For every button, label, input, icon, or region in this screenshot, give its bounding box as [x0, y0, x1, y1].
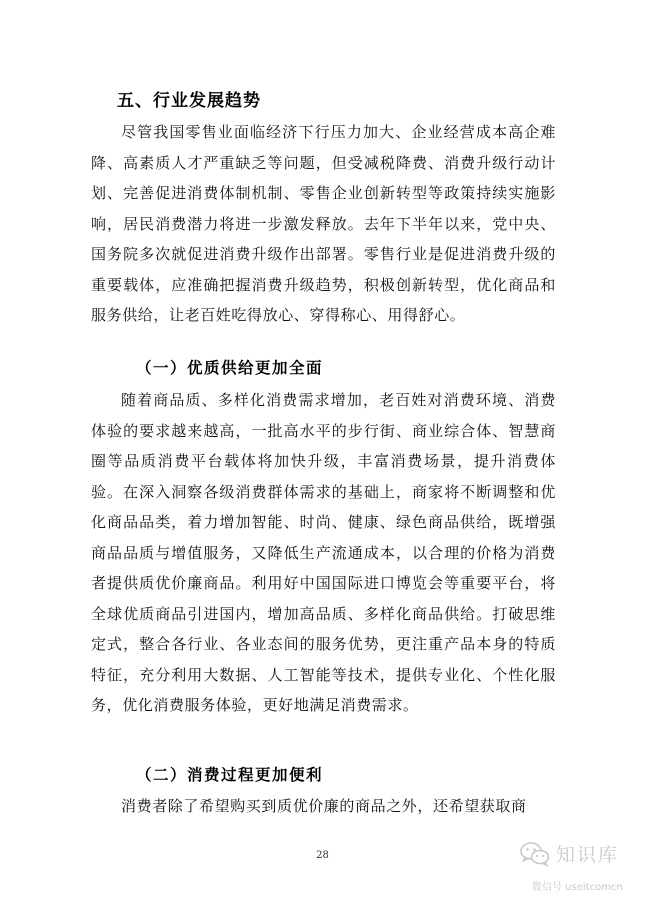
watermark-brand: 知识库: [556, 844, 620, 866]
subsection-paragraph-2: 消费者除了希望购买到质优价廉的商品之外，还希望获取商: [121, 797, 527, 815]
watermark-account: 微信号 useitcomcn: [532, 882, 623, 893]
wechat-icon: [520, 841, 550, 867]
intro-paragraph: 尽管我国零售业面临经济下行压力加大、企业经营成本高企难降、高素质人才严重缺乏等问题，但受减税降费、消费升级行动计划、完善促进消费体制机制、零售企业创新转型等政策持续实施影响，居民消费潜力将进一步激发释放。去年下半年以来，党中央、国务院多次就促进消费升级作出部署。零售行业是促进消费升级的重要载体，应准确把握消费升级趋势，积极创新转型，优化商品和服务供给，让老百姓吃得放心、穿得称心、用得舒心。: [91, 123, 556, 324]
subsection-paragraph-1: 随着商品质、多样化消费需求增加，老百姓对消费环境、消费体验的要求越来越高，一批高水平的步行街、商业综合体、智慧商圈等品质消费平台载体将加快升级，丰富消费场景，提升消费体验。在深入洞察各级消费群体需求的基础上，商家将不断调整和优化商品品类，着力增加智能、时尚、健康、绿色商品供给，既增强商品品质与增值服务，又降低生产流通成本，以合理的价格为消费者提供质优价廉商品。利用好中国国际进口博览会等重要平台，将全球优质商品引进国内，增加高品质、多样化商品供给。打破思维定式，整合各行业、各业态间的服务优势，更注重产品本身的特质特征，充分利用大数据、人工智能等技术，提供专业化、个性化服务，优化消费服务体验，更好地满足消费需求。: [91, 391, 556, 714]
watermark: [520, 840, 640, 900]
subsection-heading-2: （二）消费过程更加便利: [136, 766, 324, 784]
watermark-brand-row: [520, 840, 619, 867]
page-number: 28: [316, 850, 329, 861]
subsection-heading-1: （一）优质供给更加全面: [136, 359, 324, 377]
section-heading: 五、行业发展趋势: [117, 91, 261, 111]
